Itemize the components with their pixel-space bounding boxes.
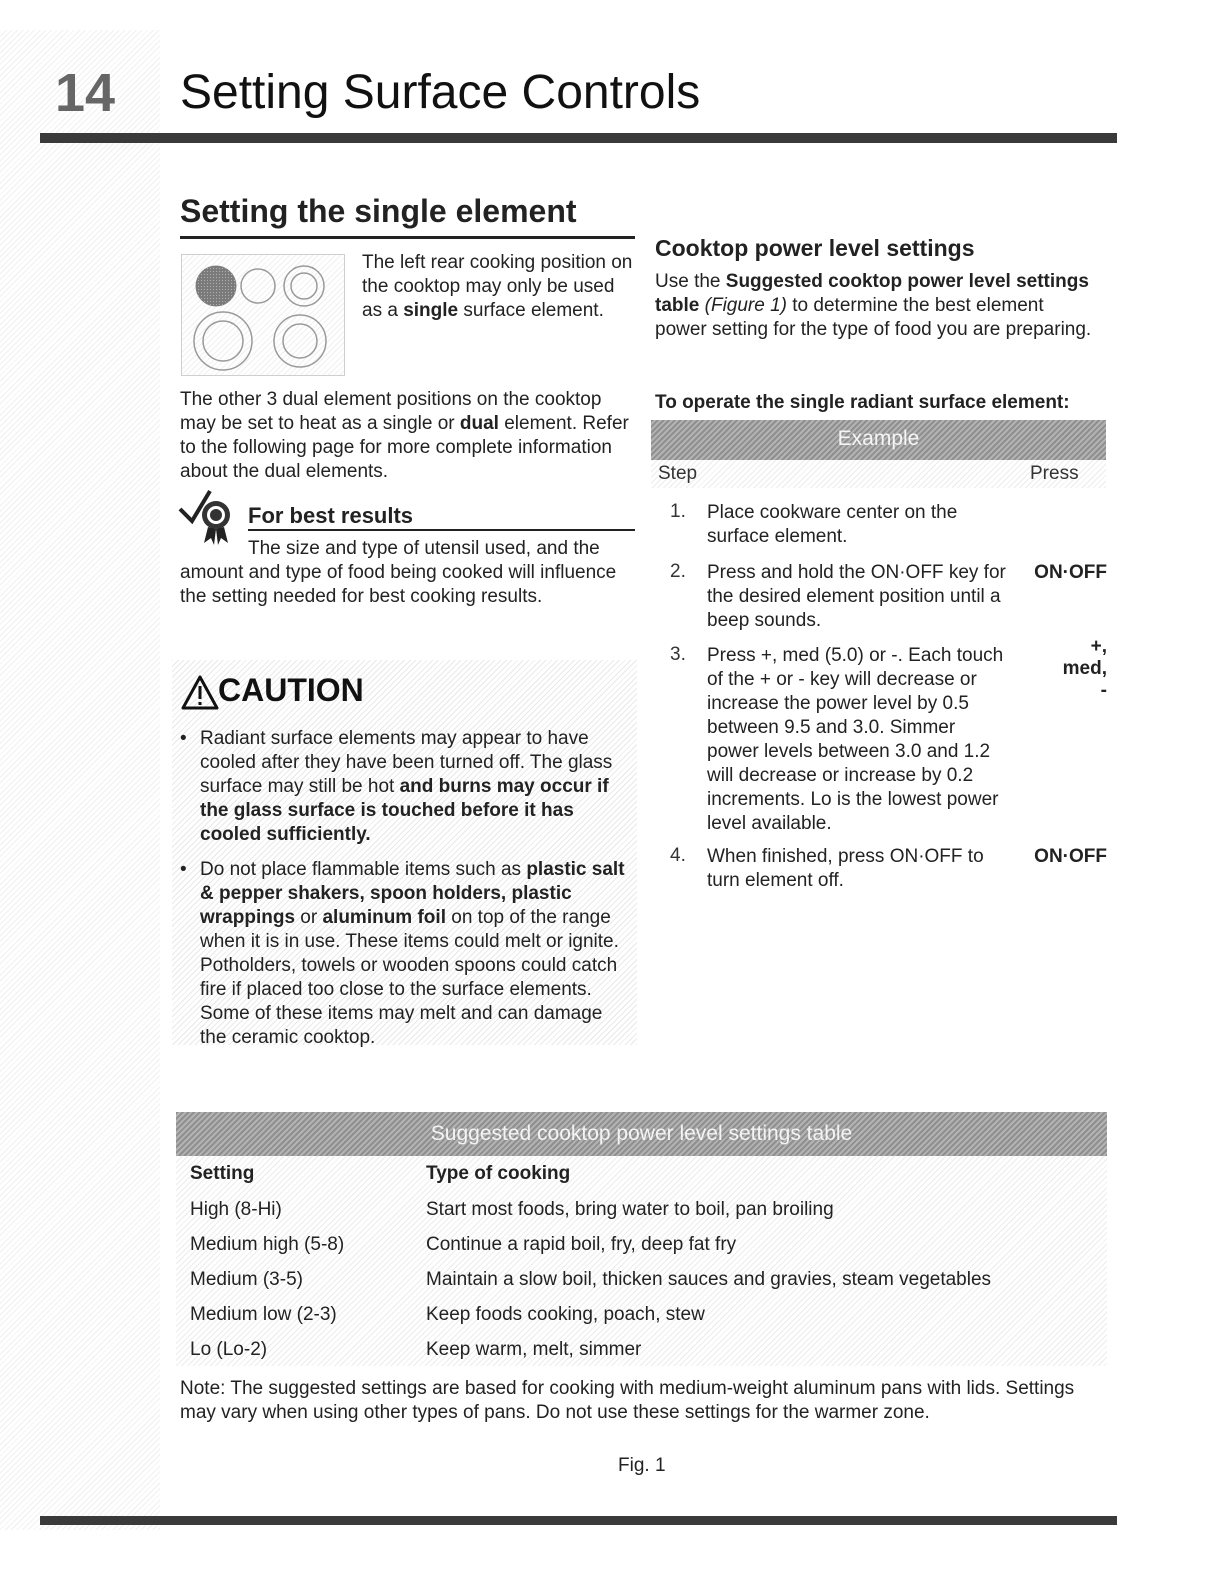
best-results-title: For best results bbox=[248, 503, 414, 528]
dual-element-paragraph: The other 3 dual element positions on the cooktop may be set to heat as a single or dual element. Refer to the following page for more complete information about the dual elements. bbox=[180, 389, 629, 482]
table-cell-setting: Lo (Lo-2) bbox=[190, 1339, 268, 1360]
step-text: Press +, med (5.0) or -. Each touch of the + or - key will decrease or increase the power level by 0.5 between 9.5 and 3.0. Simmer power levels between 3.0 and 1.2 will decrease or increase by 0.2 increments. Lo is the lowest power level available. bbox=[707, 645, 1004, 834]
power-level-text: Use the Suggested cooktop power level settings table (Figure 1) to determine the best element power setting for the type of food you are preparing. bbox=[655, 271, 1092, 340]
step-text: Press and hold the ON·OFF key for the desired element position until a beep sounds. bbox=[707, 562, 1006, 631]
table-row bbox=[190, 1199, 1090, 1229]
power-level-title: Cooktop power level settings bbox=[655, 235, 975, 261]
press-column-header: Press bbox=[1030, 463, 1079, 484]
example-header-bar bbox=[651, 420, 1106, 460]
table-header-setting: Setting bbox=[190, 1163, 255, 1184]
table-cell-setting: Medium high (5-8) bbox=[190, 1234, 345, 1255]
table-cell-setting: Medium (3-5) bbox=[190, 1269, 303, 1290]
best-results-divider bbox=[248, 529, 635, 531]
step-text: When finished, press ON·OFF to turn element off. bbox=[707, 846, 984, 891]
warning-triangle-icon bbox=[180, 672, 220, 714]
press-key-label: ON·OFF bbox=[1034, 846, 1107, 867]
table-cell-setting: High (8-Hi) bbox=[190, 1199, 282, 1220]
step-number: 3. bbox=[670, 644, 686, 665]
table-header-type: Type of cooking bbox=[426, 1163, 571, 1184]
step-number: 1. bbox=[670, 501, 686, 522]
figure-label: Fig. 1 bbox=[618, 1455, 666, 1476]
table-cell-type: Keep foods cooking, poach, stew bbox=[426, 1304, 705, 1325]
step-column-header: Step bbox=[658, 463, 698, 484]
page-number: 14 bbox=[55, 63, 116, 123]
step-number: 4. bbox=[670, 845, 686, 866]
caution-item: • Radiant surface elements may appear to have cooled after they have been turned off. The glass surface may still be hot and burns may occur if the glass surface is touched before it has cooled sufficiently. bbox=[180, 728, 613, 845]
press-key-label: +, med, - bbox=[1062, 636, 1107, 701]
step-text: Place cookware center on the surface element. bbox=[707, 502, 958, 547]
table-row bbox=[190, 1234, 1090, 1264]
decorative-side-strip bbox=[0, 30, 160, 1530]
section-title-single-element: Setting the single element bbox=[180, 193, 577, 229]
step-number: 2. bbox=[670, 561, 686, 582]
table-cell-type: Keep warm, melt, simmer bbox=[426, 1339, 642, 1360]
table-cell-type: Maintain a slow boil, thicken sauces and gravies, steam vegetables bbox=[426, 1269, 992, 1290]
settings-table-header-bar bbox=[176, 1112, 1107, 1156]
single-element-intro: The left rear cooking position on the cooktop may only be used as a single surface element. bbox=[362, 252, 633, 321]
bottom-divider bbox=[40, 1516, 1117, 1525]
top-divider bbox=[40, 133, 1117, 143]
operate-title: To operate the single radiant surface element: bbox=[655, 392, 1070, 413]
table-row bbox=[190, 1339, 1090, 1369]
caution-item: • Do not place flammable items such as plastic salt & pepper shakers, spoon holders, plastic wrappings or aluminum foil on top of the range when it is in use. These items could melt or ignite. Potholders, towels or wooden spoons could catch fire if placed too close to the surface elements. Some of these items may melt and can damage the ceramic cooktop. bbox=[180, 859, 625, 1048]
caution-label: CAUTION bbox=[218, 672, 364, 708]
page-title: Setting Surface Controls bbox=[180, 66, 701, 119]
table-row bbox=[190, 1269, 1090, 1299]
table-header-row bbox=[190, 1163, 1090, 1193]
table-row bbox=[190, 1304, 1090, 1334]
bullet-icon: • bbox=[180, 728, 187, 749]
section-divider bbox=[180, 236, 635, 239]
table-cell-setting: Medium low (2-3) bbox=[190, 1304, 337, 1325]
press-key-label: ON·OFF bbox=[1034, 562, 1107, 583]
best-results-text: The size and type of utensil used, and the amount and type of food being cooked will influence the setting needed for best cooking results. bbox=[180, 538, 617, 607]
table-note: Note: The suggested settings are based for cooking with medium-weight aluminum pans with lids. Settings may vary when using other types of pans. Do not use these settings for the warmer zone. bbox=[180, 1378, 1075, 1423]
example-label: Example bbox=[837, 427, 920, 450]
cooktop-diagram-icon bbox=[181, 254, 345, 376]
table-cell-type: Start most foods, bring water to boil, pan broiling bbox=[426, 1199, 834, 1220]
bullet-icon: • bbox=[180, 859, 187, 880]
table-cell-type: Continue a rapid boil, fry, deep fat fry bbox=[426, 1234, 737, 1255]
settings-table-title: Suggested cooktop power level settings table bbox=[430, 1122, 853, 1145]
